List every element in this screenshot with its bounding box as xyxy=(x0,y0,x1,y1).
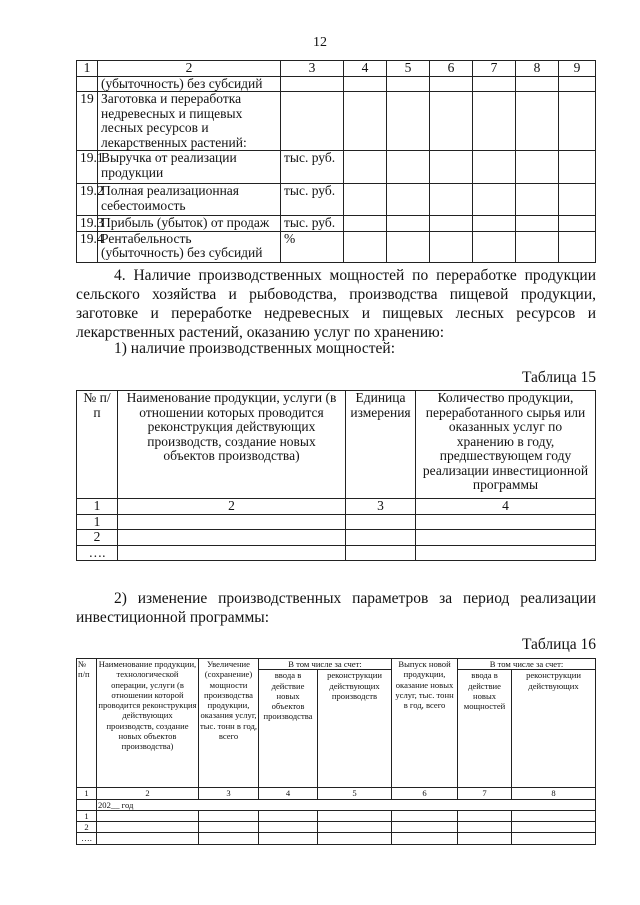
column-number: 7 xyxy=(458,788,512,799)
row-name: Рентабельность (убыточность) без субсидий xyxy=(98,231,281,262)
row-number: 1 xyxy=(77,514,118,530)
column-number: 8 xyxy=(516,61,559,77)
table-row xyxy=(77,810,596,821)
row-unit: тыс. руб. xyxy=(281,184,344,216)
header-new-capacities: ввода в действие новых мощностей xyxy=(458,670,512,788)
header-product-name: Наименование продукции, технологической операции, услуги (в отношении которой проводится реконструкция действующих производств, создание новых объектов производства) xyxy=(97,659,199,788)
row-number: 2 xyxy=(77,530,118,546)
financial-indicators-table xyxy=(76,60,596,263)
column-number: 6 xyxy=(392,788,458,799)
table-header-row xyxy=(77,61,596,77)
item-2-text: 2) изменение производственных параметров за период реализации инвестиционной программы: xyxy=(76,590,596,626)
row-number: 19 xyxy=(77,92,98,151)
row-number xyxy=(77,76,98,92)
row-name: Заготовка и переработка недревесных и пищевых лесных ресурсов и лекарственных растений: xyxy=(98,92,281,151)
table-row xyxy=(77,76,596,92)
header-number: № п/п xyxy=(77,391,118,499)
table-15-caption: Таблица 15 xyxy=(521,369,596,386)
row-number: 19.1 xyxy=(77,151,98,184)
column-number: 2 xyxy=(97,788,199,799)
column-number: 3 xyxy=(281,61,344,77)
section-4-text: 4. Наличие производственных мощностей по переработке продукции сельского хозяйства и рыбоводства, производства пищевой продукции, заготовке и переработке недревесных и пищевых лесных ресурсов и лекарственных растений, оказанию услуг по хранению: xyxy=(76,267,596,341)
page-number: 12 xyxy=(313,35,327,50)
column-number: 1 xyxy=(77,61,98,77)
header-group-including: В том числе за счет: xyxy=(458,659,596,670)
header-reconstruction: реконструкции действующих производств xyxy=(318,670,392,788)
production-parameters-table xyxy=(76,658,596,845)
column-number: 4 xyxy=(259,788,318,799)
row-number: 19.2 xyxy=(77,184,98,216)
header-capacity-increase: Увеличение (сохранение) мощности производства продукции, оказания услуг, тыс. тонн в год, всего xyxy=(199,659,259,788)
year-row: 202__ год xyxy=(97,799,596,810)
table-row xyxy=(77,184,596,216)
header-unit: Единица измерения xyxy=(346,391,416,499)
table-row xyxy=(77,514,596,530)
row-unit xyxy=(281,76,344,92)
header-product-name: Наименование продукции, услуги (в отношении которых проводится реконструкция действующих производств, создание новых объектов производства) xyxy=(118,391,346,499)
row-unit: % xyxy=(281,231,344,262)
column-number: 5 xyxy=(318,788,392,799)
row-name: Полная реализационная себестоимость xyxy=(98,184,281,216)
table-row xyxy=(77,833,596,845)
row-unit: тыс. руб. xyxy=(281,151,344,184)
header-group-including: В том числе за счет: xyxy=(259,659,392,670)
row-number: 19.4 xyxy=(77,231,98,262)
production-capacity-table xyxy=(76,390,596,561)
row-name: Выручка от реализации продукции xyxy=(98,151,281,184)
table-16-caption: Таблица 16 xyxy=(521,636,596,653)
row-name: (убыточность) без субсидий xyxy=(98,76,281,92)
header-quantity: Количество продукции, переработанного сырья или оказанных услуг по хранению в году, предшествующем году реализации инвестиционной программы xyxy=(416,391,596,499)
row-unit: тыс. руб. xyxy=(281,216,344,232)
table-row xyxy=(77,545,596,561)
column-number: 5 xyxy=(387,61,430,77)
table-row xyxy=(77,151,596,184)
row-number: …. xyxy=(77,833,97,845)
column-number: 1 xyxy=(77,788,97,799)
column-number: 3 xyxy=(346,499,416,515)
row-number: 19.3 xyxy=(77,216,98,232)
column-number: 2 xyxy=(118,499,346,515)
item-1-text: 1) наличие производственных мощностей: xyxy=(114,340,396,357)
row-number: 2 xyxy=(77,822,97,833)
column-number: 9 xyxy=(559,61,596,77)
row-name: Прибыль (убыток) от продаж xyxy=(98,216,281,232)
header-reconstruction-existing: реконструкции действующих xyxy=(512,670,596,788)
header-number: № п/п xyxy=(77,659,97,788)
table-row xyxy=(77,92,596,151)
column-number: 3 xyxy=(199,788,259,799)
column-number: 4 xyxy=(344,61,387,77)
table-row xyxy=(77,216,596,232)
column-number: 8 xyxy=(512,788,596,799)
table-row xyxy=(77,231,596,262)
column-number: 2 xyxy=(98,61,281,77)
row-number: 1 xyxy=(77,810,97,821)
table-row xyxy=(77,822,596,833)
column-number: 1 xyxy=(77,499,118,515)
column-number: 6 xyxy=(430,61,473,77)
header-new-output: Выпуск новой продукции, оказание новых услуг, тыс. тонн в год, всего xyxy=(392,659,458,788)
header-new-facilities: ввода в действие новых объектов производства xyxy=(259,670,318,788)
column-number: 4 xyxy=(416,499,596,515)
table-row xyxy=(77,530,596,546)
row-number: …. xyxy=(77,545,118,561)
column-number: 7 xyxy=(473,61,516,77)
row-unit xyxy=(281,92,344,151)
